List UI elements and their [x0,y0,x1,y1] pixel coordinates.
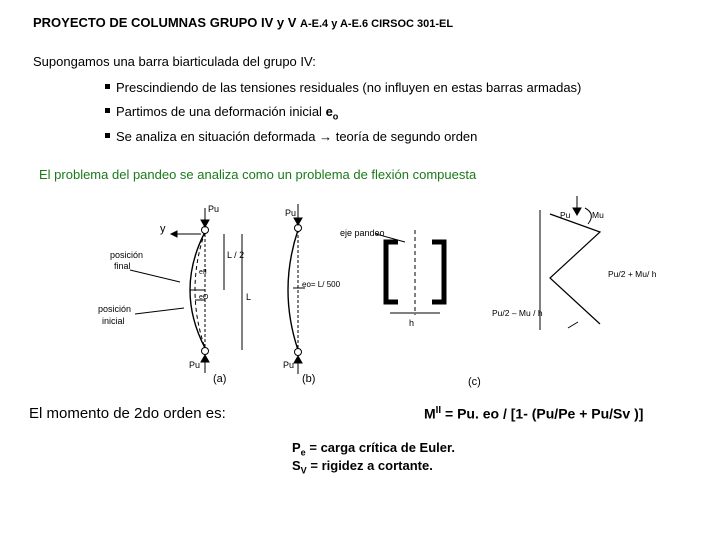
fig-d-upper-shear: Pu/2 + Mu/ h [608,269,657,279]
bullet-square-icon [105,84,110,89]
leader-final [130,270,180,282]
shear-diagram [550,214,600,324]
figure-a [130,208,245,373]
title-refs: A-E.4 y A-E.6 CIRSOC 301-EL [300,18,454,30]
moment-label: El momento de 2do orden es: [29,405,226,422]
fig-b-eo-label: eo= L/ 500 [302,280,341,289]
fig-a-y-axis: y [160,223,166,235]
figure-c [376,230,444,315]
fig-a-caption: (a) [213,373,227,385]
fig-d-lower-shear: Pu/2 – Mu / h [492,308,543,318]
deformed-column-curve [288,230,298,350]
right-channel-profile [432,242,444,302]
arrow-up-icon [294,356,302,363]
fig-b-bottom-load: Pu [283,360,295,370]
arrow-left-icon [171,231,177,237]
moment-arc-icon [585,208,591,224]
right-arrow-icon: → [319,129,333,144]
fig-a-bottom-load: Pu [189,360,201,370]
slide-title [33,15,453,30]
fig-c-h-label: h [409,318,415,328]
arrow-up-icon [201,355,209,362]
highlight-text: El problema del pandeo se analiza como un problema de flexión compuesta [39,167,477,182]
initial-deformation-var: $e_o$ [325,104,339,122]
fig-a-initial-label-1: posición [98,304,132,314]
bullet-square-icon [105,133,110,138]
bullet-2: Partimos de una deformación inicial $e_o$ [105,104,338,122]
arrow-down-icon [294,218,302,225]
bullet-square-icon [105,108,110,113]
arrow-down-icon [201,220,209,227]
bottom-mark [568,322,578,328]
fig-c-caption: (c) [468,376,481,388]
fig-a-initial-label-2: inicial [102,316,125,326]
fig-b-caption: (b) [302,373,316,385]
fig-a-final-label-2: final [114,261,131,271]
bullet-1: Prescindiendo de las tensiones residuales (no influyen en estas barras armadas) [105,80,581,95]
leader-initial [135,308,184,314]
bottom-pin-icon [295,349,302,356]
title-main: PROYECTO DE COLUMNAS GRUPO IV y V [33,15,297,30]
fig-d-moment: Mu [592,210,604,220]
left-channel-profile [386,242,398,302]
fig-d-top-load: Pu [560,210,571,220]
fig-a-top-load: Pu [208,204,220,214]
column-diagram [80,190,700,400]
fig-a-eii: eII [199,269,207,276]
definition-shear-stiffness: $S_V$ = rigidez a cortante. [292,458,433,476]
arrow-down-icon [573,208,581,215]
moment-formula: $M^{II} = Pu$. eo / [1- (Pu/Pe + Pu/Sv )] [424,405,644,422]
fig-c-axis-label: eje pandeo [340,228,385,238]
fig-a-final-label-1: posición [110,250,144,260]
bullet-3: Se analiza en situación deformada → teoría de segundo orden [105,129,477,144]
fig-a-half-length: L / 2 [227,250,245,260]
intro-text: Supongamos una barra biarticulada del grupo IV: [33,54,316,69]
definition-euler: $P_e$ = carga crítica de Euler. [292,440,455,458]
fig-b-top-load: Pu [285,208,297,218]
bottom-pin-icon [202,348,209,355]
fig-a-eo: eO [199,294,209,301]
fig-a-length: L [246,292,252,302]
figure-b [288,204,305,374]
